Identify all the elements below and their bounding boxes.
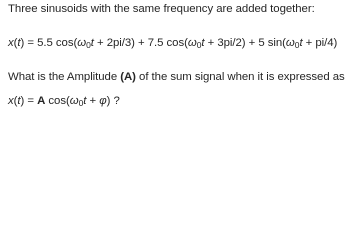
amplitude-word: Amplitude (66, 71, 118, 83)
amplitude-symbol: (A) (120, 71, 136, 83)
form-lhs-var: x (8, 95, 14, 107)
eq-t-3: t (299, 37, 303, 49)
problem-intro-text (8, 2, 315, 16)
eq-omega-2: ω (187, 37, 197, 49)
sum-equation (8, 36, 337, 52)
form-omega: ω (69, 95, 79, 107)
form-sub: 0 (78, 98, 84, 108)
eq-omega-1: ω (77, 37, 87, 49)
eq-term2-head: + 2pi/3) + 7.5 cos( (93, 37, 188, 49)
form-plus: + (86, 95, 100, 107)
form-open-paren: ( (13, 95, 18, 107)
eq-sub-1: 0 (86, 40, 91, 50)
target-form-equation (8, 94, 120, 110)
eq-sub-3: 0 (294, 40, 300, 50)
form-cos: cos( (45, 95, 70, 107)
form-phi: φ (99, 95, 107, 107)
eq-term1-head: ) = 5.5 cos( (20, 37, 78, 49)
eq-sub-2: 0 (196, 40, 202, 50)
eq-open-paren: ( (13, 37, 18, 49)
question-suffix: of the sum signal when it is expressed as (135, 71, 345, 83)
eq-term3-head: + 3pi/2) + 5 sin( (204, 37, 286, 49)
eq-term3-tail: + pi/4) (302, 37, 338, 49)
amplitude-question (8, 70, 345, 84)
eq-lhs-arg: t (17, 37, 21, 49)
question-prefix: What is the (8, 71, 67, 83)
eq-t-1: t (90, 37, 94, 49)
form-amplitude: A (37, 95, 46, 107)
intro-text: Three sinusoids with the same frequency are added together: (8, 3, 315, 15)
form-t: t (83, 95, 87, 107)
form-tail: ) ? (106, 95, 120, 107)
eq-lhs-var: x (8, 37, 14, 49)
eq-omega-3: ω (285, 37, 295, 49)
form-lhs-arg: t (17, 95, 21, 107)
eq-t-2: t (201, 37, 205, 49)
form-equals: ) = (20, 95, 38, 107)
